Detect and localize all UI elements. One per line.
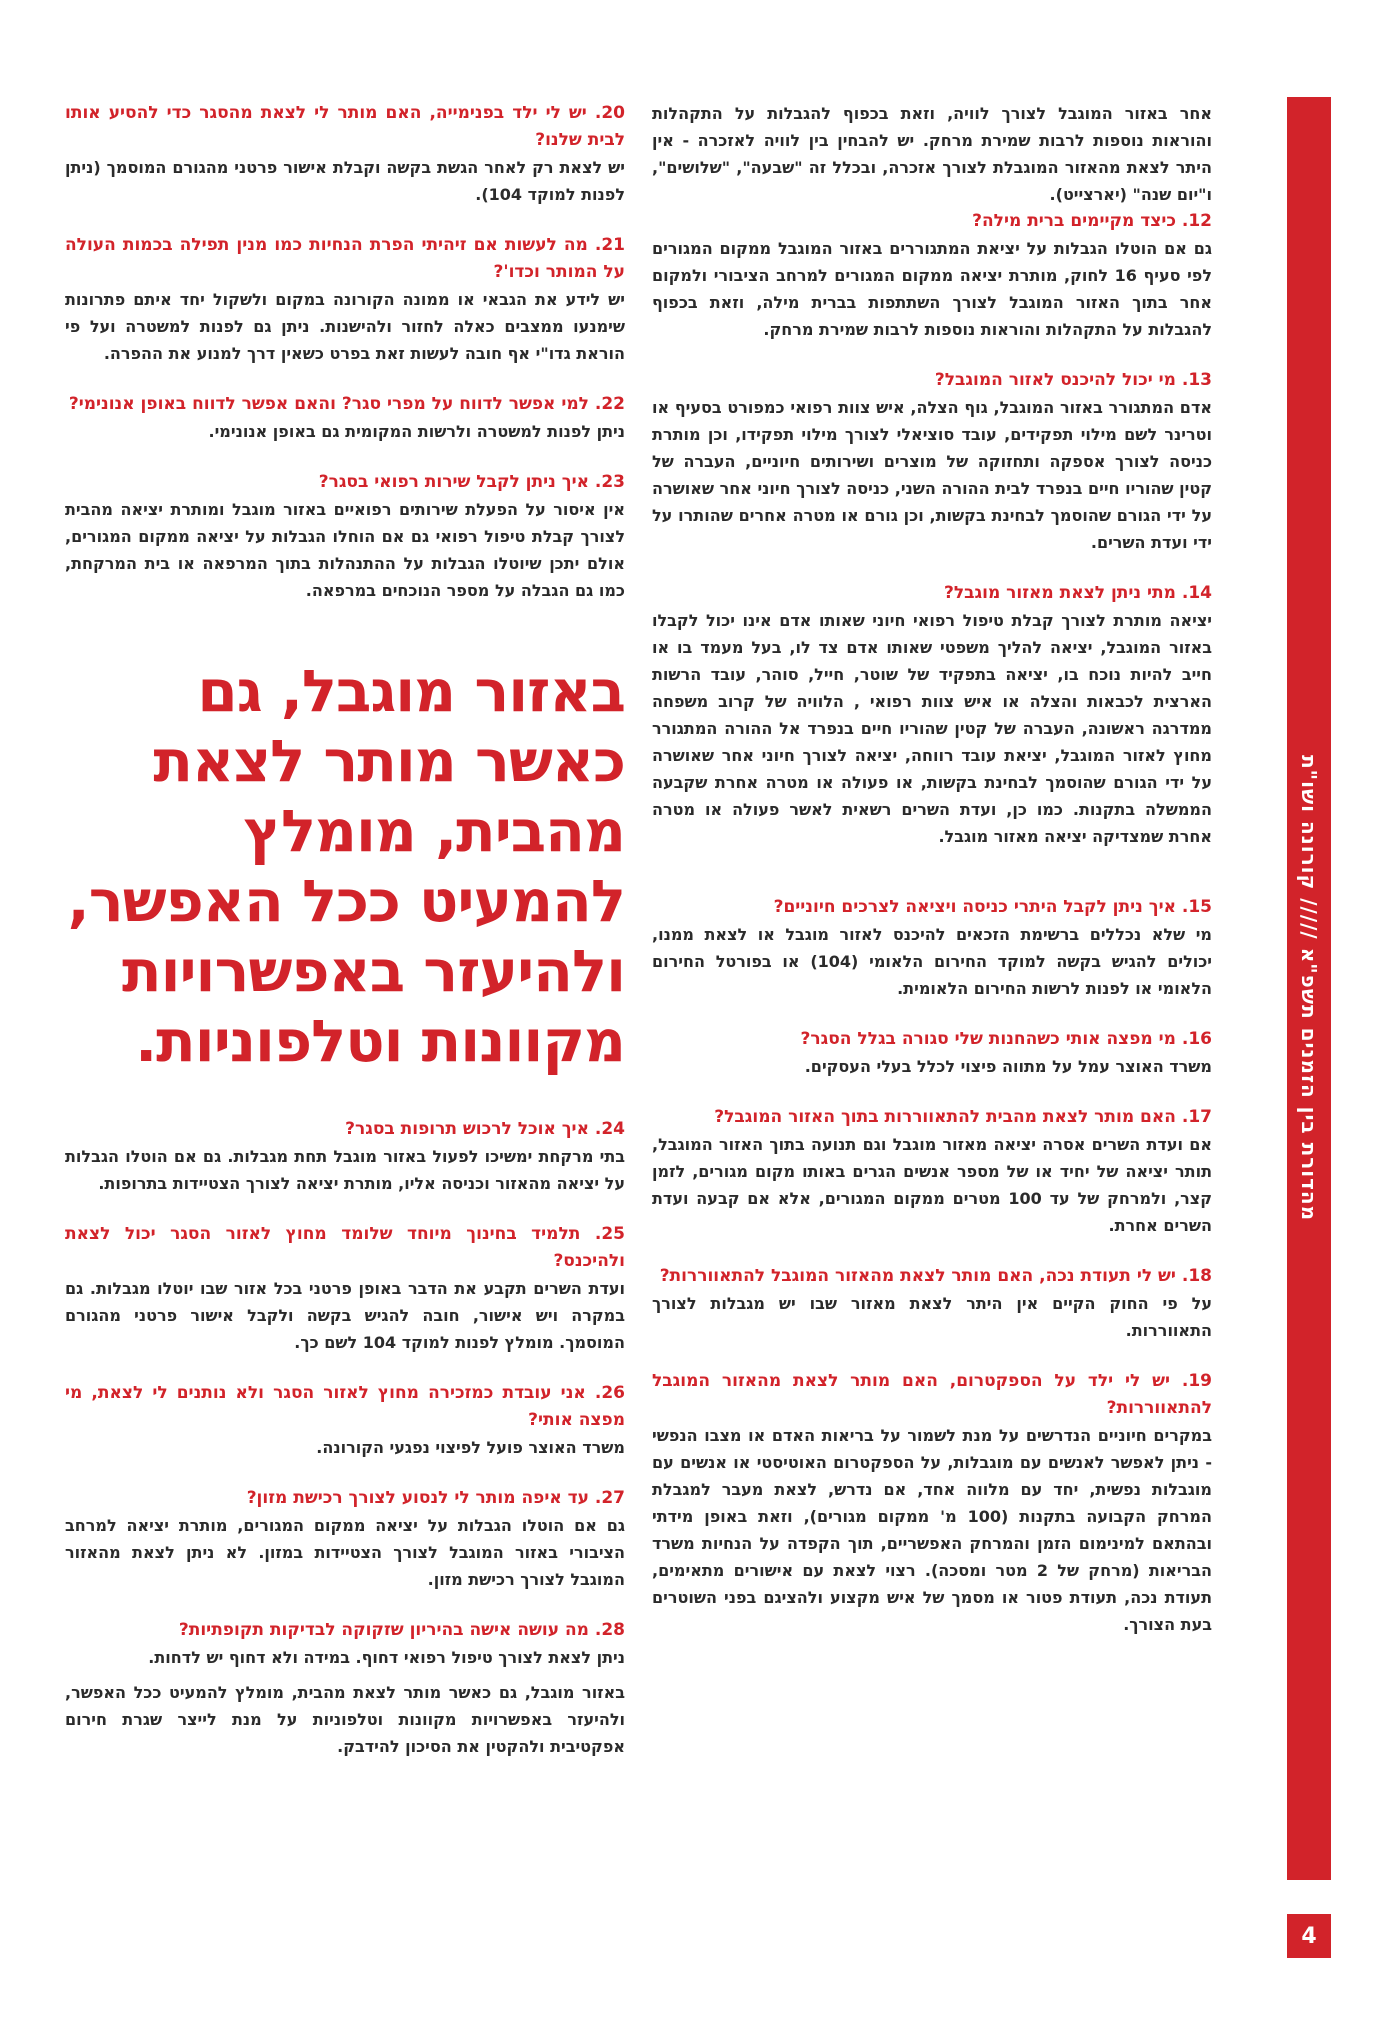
answer-22: ניתן לפנות למשטרה ולרשות המקומית גם באופן אנונימי. (208, 422, 625, 441)
qa-item-24 (65, 1116, 625, 1197)
question-19: 19. יש לי ילד על הספקטרום, האם מותר לצאת מהאזור המוגבל להתאווררות? (652, 1371, 1212, 1418)
question-23: 23. איך ניתן לקבל שירות רפואי בסגר? (318, 472, 625, 492)
qa-item-19 (652, 1368, 1212, 1638)
left-column (65, 100, 625, 1784)
answer-14: יציאה מותרת לצורך קבלת טיפול רפואי חיוני שאותו אדם אינו יכול לקבלו באזור המוגבל, יציאה להליך משפטי שאותו אדם צד לו, בעל מעמד בו או חייב להיות נוכח בו, יציאה בתפקיד של שוטר, חייל, סוהר, עובד הרשות הארצית לכבאות והצלה או איש צוות רפואי , הלוויה של קרוב משפחה ממדרגה ראשונה, העברה של קטין שהוריו חיים בנפרד אל ההורה המתגורר מחוץ לאזור המוגבל, יציאת עובד רווחה, יציאה לצורך חיוני אחר שאושרה על ידי הגורם שהוסמך לבחינת בקשות, או פעולה או מטרה אחרת שקבעה הממשלה בתקנות. כמו כן, ועדת השרים רשאית לאשר פעולה או מטרה אחרת שמצדיקה יציאה מאזור מוגבל. (652, 611, 1212, 846)
question-12: 12. כיצד מקיימים ברית מילה? (972, 211, 1212, 231)
question-16: 16. מי מפצה אותי כשהחנות שלי סגורה בגלל הסגר? (800, 1029, 1212, 1049)
qa-item-12 (652, 208, 1212, 343)
qa-item-27 (65, 1485, 625, 1593)
qa-item-16 (652, 1026, 1212, 1080)
answer-17: אם ועדת השרים אסרה יציאה מאזור מוגבל וגם תנועה בתוך האזור המוגבל, תותר יציאה של יחיד או של מספר אנשים הגרים באותו מקום מגורים, לזמן קצר, ולמרחק של עד 100 מטרים ממקום המגורים, אלא אם קבעה ועדת השרים אחרת. (652, 1135, 1213, 1235)
sidebar-title-text: מהדורת בין הזמנים תשפ"א ///// קורונה ושו"ת (1297, 755, 1321, 1222)
question-13: 13. מי יכול להיכנס לאזור המוגבל? (934, 370, 1212, 390)
answer-21: יש לידע את הגבאי או ממונה הקורונה במקום ולשקול יחד איתם פתרונות שימנעו ממצבים כאלה לחזור ולהישנות. ניתן גם לפנות למשטרה ועל פי הוראת גדו"י אף חובה לעשות זאת בפרט כשאין דרך למנוע את ההפרה. (65, 290, 625, 363)
question-27: 27. עד איפה מותר לי לנסוע לצורך רכישת מזון? (246, 1488, 625, 1508)
question-18: 18. יש לי תעודת נכה, האם מותר לצאת מהאזור המוגבל להתאווררות? (659, 1266, 1212, 1286)
question-21: 21. מה לעשות אם זיהיתי הפרת הנחיות כמו מנין תפילה בכמות העולה על המותר וכדו'? (65, 235, 625, 282)
answer-15: מי שלא נכללים ברשימת הזכאים להיכנס לאזור מוגבל או לצאת ממנו, יכולים להגיש בקשה למוקד החירום הלאומי (104) או בפורטל החירום הלאומי או לפנות לרשות החירום הלאומית. (652, 925, 1213, 998)
question-20: 20. יש לי ילד בפנימייה, האם מותר לי לצאת מהסגר כדי להסיע אותו לבית שלנו? (65, 103, 625, 150)
intro-paragraph: אחר באזור המוגבל לצורך לוויה, וזאת בכפוף להגבלות על התקהלות והוראות נוספות לרבות שמירת מרחק. יש להבחין בין לוויה לאזכרה - אין היתר לצאת מהאזור המוגבלת לצורך אזכרה, ובכלל זה "שבעה", "שלושים", ו"יום שנה" (יארצייט). (652, 104, 1212, 204)
question-26: 26. אני עובדת כמזכירה מחוץ לאזור הסגר ולא נותנים לי לצאת, מי מפצה אותי? (65, 1383, 625, 1430)
qa-item-23 (65, 469, 625, 604)
answer-24: בתי מרקחת ימשיכו לפעול באזור מוגבל תחת מגבלות. גם אם הוטלו הגבלות על יציאה מהאזור וכניסה אליו, מותרת יציאה לצורך הצטיידות בתרופות. (65, 1147, 625, 1193)
qa-item-14 (652, 580, 1212, 850)
qa-item-18 (652, 1263, 1212, 1344)
qa-item-21 (65, 232, 625, 367)
page-number: 4 (1287, 1914, 1331, 1958)
question-14: 14. מתי ניתן לצאת מאזור מוגבל? (944, 583, 1212, 603)
answer-23: אין איסור על הפעלת שירותים רפואיים באזור מוגבל ומותרת יציאה מהבית לצורך קבלת טיפול רפואי גם אם הוחלו הגבלות על יציאה ממקום המגורים, אולם יתכן שיוטלו הגבלות על ההתנהלות בתוך המרפאה או בית המרקחת, כמו גם הגבלה על מספר הנוכחים במרפאה. (65, 500, 625, 600)
answer-18: על פי החוק הקיים אין היתר לצאת מאזור שבו יש מגבלות לצורך התאווררות. (652, 1294, 1212, 1340)
answer-20: יש לצאת רק לאחר הגשת בקשה וקבלת אישור פרטני מהגורם המוסמך (ניתן לפנות למוקד 104). (65, 158, 625, 204)
question-25: 25. תלמיד בחינוך מיוחד שלומד מחוץ לאזור הסגר יכול לצאת ולהיכנס? (65, 1224, 625, 1271)
answer-16: משרד האוצר עמל על מתווה פיצוי לכלל בעלי העסקים. (804, 1057, 1212, 1076)
qa-item-15 (652, 894, 1212, 1002)
right-column (652, 100, 1212, 1662)
answer-19: במקרים חיוניים הנדרשים על מנת לשמור על בריאות האדם או מצבו הנפשי - ניתן לאפשר לאנשים עם מוגבלות, על הספקטרום האוטיסטי או אנשים עם מוגבלות נפשית, יחד עם מלווה אחד, אם נדרש, לצאת מעבר למגבלת המרחק הקבועה בתקנות (100 מ' ממקום מגורים), וזאת באופן מידתי ובהתאם למינימום הזמן והמרחק האפשריים, תוך הקפדה על הנחיות משרד הבריאות (מרחק של 2 מטר ומסכה). רצוי לצאת עם אישורים מתאימים, תעודת נכה, תעודת פטור או מסמך של איש מקצוע ולהציגם בפני השוטרים בעת הצורך. (652, 1426, 1213, 1634)
answer-27: גם אם הוטלו הגבלות על יציאה ממקום המגורים, מותרת יציאה למרחב הציבורי באזור המוגבל לצורך הצטיידות במזון. לא ניתן לצאת מהאזור המוגבל לצורך רכישת מזון. (65, 1516, 625, 1589)
question-24: 24. איך אוכל לרכוש תרופות בסגר? (345, 1119, 625, 1139)
answer-13: אדם המתגורר באזור המוגבל, גוף הצלה, איש צוות רפואי כמפורט בסעיף או וטרינר לשם מילוי תפקידים, עובד סוציאלי לצורך מילוי תפקידו, וכן מותרת כניסה לצורך אספקה ותחזוקה של מוצרים ושירותים חיוניים, העברה של קטין שהוריו חיים בנפרד לבית ההורה השני, כניסה לצורך חיוני אחר שאושרה על ידי הגורם שהוסמך לבחינת בקשות, וכן גורם או מטרה אחרים שהותרו על ידי ועדת השרים. (652, 398, 1212, 552)
pull-quote: באזור מוגבל, גם כאשר מותר לצאת מהבית, מומלץ להמעיט ככל האפשר, ולהיעזר באפשרויות מקוונות וטלפוניות. (67, 657, 625, 1075)
answer-26: משרד האוצר פועל לפיצוי נפגעי הקורונה. (316, 1438, 625, 1457)
qa-item-28 (65, 1617, 625, 1760)
answer-28: ניתן לצאת לצורך טיפול רפואי דחוף. במידה ולא דחוף יש לדחות. (148, 1648, 625, 1667)
question-22: 22. למי אפשר לדווח על מפרי סגר? והאם אפשר לדווח באופן אנונימי? (68, 394, 625, 414)
qa-item-22 (65, 391, 625, 445)
qa-item-13 (652, 367, 1212, 556)
qa-item-25 (65, 1221, 625, 1356)
sidebar-title (1287, 97, 1331, 1880)
answer-25: ועדת השרים תקבע את הדבר באופן פרטני בכל אזור שבו יוטלו מגבלות. גם במקרה ויש אישור, חובה להגיש בקשה ולקבל אישור פרטני מהגורם המוסמך. מומלץ לפנות למוקד 104 לשם כך. (65, 1279, 625, 1352)
question-28: 28. מה עושה אישה בהיריון שזקוקה לבדיקות תקופתיות? (178, 1620, 625, 1640)
answer-12: גם אם הוטלו הגבלות על יציאת המתגוררים באזור המוגבל ממקום המגורים לפי סעיף 16 לחוק, מותרת יציאה ממקום המגורים למרחב הציבורי ולמקום אחר בתוך האזור המוגבל לצורך השתתפות בברית מילה, וזאת בכפוף להגבלות על התקהלות והוראות נוספות לרבות שמירת מרחק. (652, 239, 1213, 339)
question-17: 17. האם מותר לצאת מהבית להתאווררות בתוך האזור המוגבל? (714, 1107, 1212, 1127)
question-15: 15. איך ניתן לקבל היתרי כניסה ויציאה לצרכים חיוניים? (773, 897, 1212, 917)
qa-item-17 (652, 1104, 1212, 1239)
qa-item-26 (65, 1380, 625, 1461)
qa-item-20 (65, 100, 625, 208)
answer-28-extra: באזור מוגבל, גם כאשר מותר לצאת מהבית, מומלץ להמעיט ככל האפשר, ולהיעזר באפשרויות מקוונות וטלפוניות על מנת לייצר שגרת חירום אפקטיבית ולהקטין את הסיכון להידבק. (65, 1683, 625, 1756)
